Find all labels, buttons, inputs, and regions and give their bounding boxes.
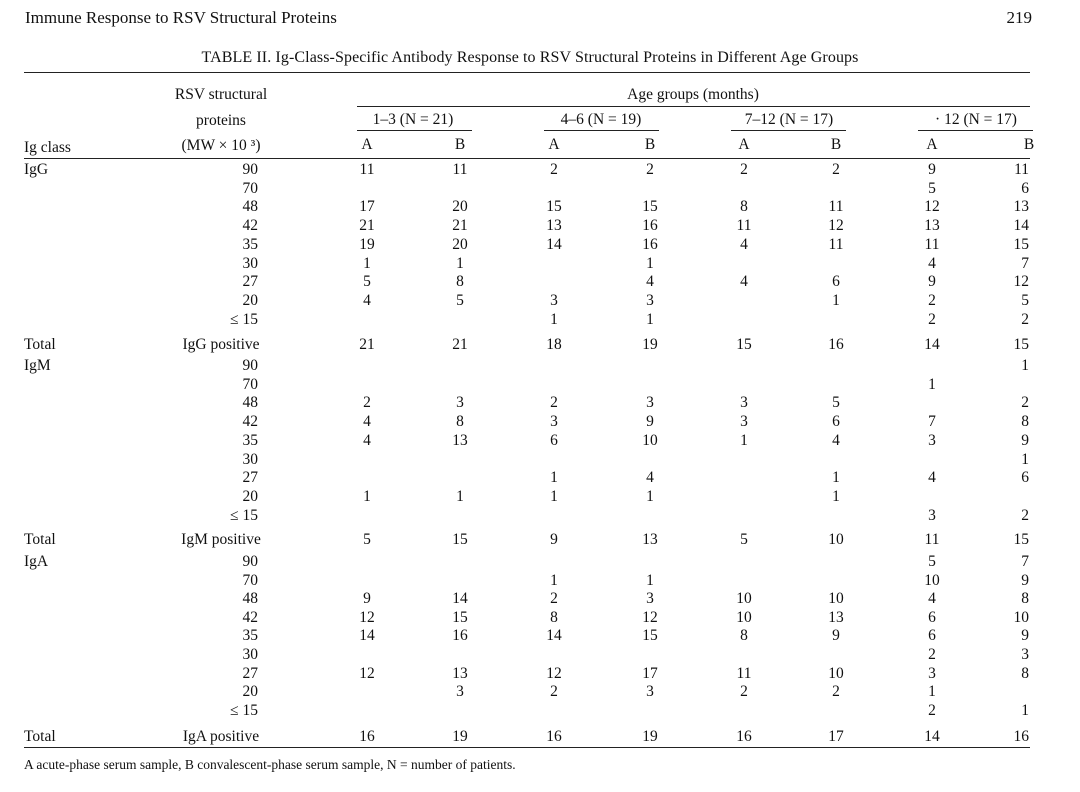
total-value-cell: 15	[1013, 531, 1029, 548]
molecular-weight-cell: 48	[242, 590, 258, 608]
value-cell: 5	[363, 273, 371, 291]
value-cell: 1	[363, 254, 371, 272]
value-cell: 2	[832, 683, 840, 701]
value-cell: 8	[550, 608, 558, 626]
value-cell: 2	[1021, 394, 1029, 412]
value-cell: 15	[642, 627, 658, 645]
value-cell: 3	[928, 506, 936, 524]
value-cell: 6	[832, 413, 840, 431]
value-cell: 16	[642, 235, 658, 253]
value-cell: 9	[363, 590, 371, 608]
value-cell: 7	[928, 413, 936, 431]
value-cell: 3	[550, 413, 558, 431]
molecular-weight-cell: 70	[242, 571, 258, 589]
total-value-cell: 15	[1013, 336, 1029, 353]
value-cell: 6	[928, 608, 936, 626]
value-cell: 10	[1013, 608, 1029, 626]
value-cell: 9	[928, 161, 936, 178]
value-cell: 11	[1014, 161, 1029, 178]
total-description: IgA positive	[182, 728, 260, 745]
value-cell: 1	[646, 254, 654, 272]
value-cell: 2	[740, 683, 748, 701]
molecular-weight-cell: 48	[242, 198, 258, 216]
value-cell: 4	[740, 235, 748, 253]
age-group-4: · 12 (N = 17)	[935, 111, 1017, 128]
value-cell: 8	[456, 273, 464, 291]
molecular-weight-cell: 35	[242, 431, 258, 449]
ig-class-label: IgM	[24, 357, 51, 374]
value-cell: 1	[456, 254, 464, 272]
value-cell: 4	[928, 469, 936, 487]
value-cell: 14	[546, 627, 562, 645]
molecular-weight-cell: 30	[242, 450, 258, 468]
ig-class-label: IgA	[24, 553, 49, 570]
value-cell: 16	[452, 627, 468, 645]
value-cell: 8	[740, 198, 748, 216]
value-cell: 6	[550, 431, 558, 449]
value-cell: 21	[359, 217, 375, 235]
running-title: Immune Response to RSV Structural Proteins	[25, 8, 337, 27]
total-value-cell: 16	[828, 336, 844, 353]
value-cell: 4	[363, 291, 371, 309]
value-cell: 20	[452, 235, 468, 253]
value-cell: 2	[550, 683, 558, 701]
value-cell: 3	[740, 413, 748, 431]
value-cell: 2	[1021, 506, 1029, 524]
total-value-cell: 21	[359, 336, 375, 353]
total-value-cell: 5	[740, 531, 748, 548]
value-cell: 4	[928, 254, 936, 272]
value-cell: 15	[452, 608, 468, 626]
value-cell: 5	[832, 394, 840, 412]
molecular-weight-cell: 90	[242, 161, 258, 178]
total-value-cell: 16	[359, 728, 375, 745]
molecular-weight-cell: 70	[242, 179, 258, 197]
molecular-weight-cell: 42	[242, 413, 258, 431]
value-cell: 1	[550, 571, 558, 589]
molecular-weight-cell: 30	[242, 646, 258, 663]
total-label: Total	[24, 728, 56, 745]
value-cell: 4	[646, 273, 654, 291]
value-cell: 3	[456, 394, 464, 412]
value-cell: 20	[452, 198, 468, 216]
value-cell: 1	[928, 375, 936, 393]
total-value-cell: 13	[642, 531, 658, 548]
molecular-weight-cell: 30	[242, 254, 258, 272]
value-cell: 2	[646, 161, 654, 178]
value-cell: 12	[642, 608, 658, 626]
value-cell: 4	[740, 273, 748, 291]
value-cell: 2	[550, 394, 558, 412]
value-cell: 11	[828, 198, 844, 216]
molecular-weight-cell: 20	[242, 291, 258, 309]
age-group-2: 4–6 (N = 19)	[560, 111, 642, 128]
value-cell: 1	[1021, 357, 1029, 374]
value-cell: 3	[1021, 646, 1029, 663]
value-cell: 12	[828, 217, 844, 235]
value-cell: 6	[1021, 179, 1029, 197]
value-cell: 12	[1013, 273, 1029, 291]
value-cell: 10	[828, 664, 844, 682]
value-cell: 13	[1013, 198, 1029, 216]
total-value-cell: 19	[642, 336, 658, 353]
value-cell: 14	[359, 627, 375, 645]
value-cell: 13	[546, 217, 562, 235]
value-cell: 2	[1021, 310, 1029, 328]
protein-header-line3: (MW × 10 ³)	[181, 137, 261, 154]
header-bottom-rule	[24, 158, 1030, 159]
value-cell: 5	[456, 291, 464, 309]
value-cell: 1	[740, 431, 748, 449]
value-cell: 11	[828, 235, 844, 253]
molecular-weight-cell: 20	[242, 487, 258, 505]
age-group-1: 1–3 (N = 21)	[372, 111, 454, 128]
molecular-weight-cell: 27	[242, 273, 258, 291]
total-label: Total	[24, 531, 56, 548]
value-cell: 4	[928, 590, 936, 608]
value-cell: 15	[1013, 235, 1029, 253]
subheader-a: A	[926, 136, 938, 153]
value-cell: 8	[1021, 413, 1029, 431]
total-value-cell: 19	[642, 728, 658, 745]
total-value-cell: 15	[452, 531, 468, 548]
molecular-weight-cell: 42	[242, 217, 258, 235]
subheader-a: A	[548, 136, 560, 153]
value-cell: 6	[928, 627, 936, 645]
value-cell: 2	[928, 701, 936, 719]
molecular-weight-cell: 35	[242, 235, 258, 253]
total-value-cell: 16	[736, 728, 752, 745]
age-group-1-rule	[357, 130, 472, 131]
protein-header-line1: RSV structural	[174, 86, 268, 103]
top-rule	[24, 72, 1030, 73]
molecular-weight-cell: 35	[242, 627, 258, 645]
total-value-cell: 18	[546, 336, 562, 353]
value-cell: 1	[646, 310, 654, 328]
total-label: Total	[24, 336, 56, 353]
value-cell: 3	[740, 394, 748, 412]
value-cell: 14	[546, 235, 562, 253]
total-value-cell: 9	[550, 531, 558, 548]
value-cell: 2	[928, 646, 936, 663]
value-cell: 13	[828, 608, 844, 626]
value-cell: 9	[646, 413, 654, 431]
total-description: IgG positive	[182, 336, 260, 353]
value-cell: 19	[359, 235, 375, 253]
subheader-b: B	[454, 136, 466, 153]
age-group-3-rule	[731, 130, 846, 131]
value-cell: 3	[456, 683, 464, 701]
value-cell: 4	[646, 469, 654, 487]
molecular-weight-cell: 90	[242, 553, 258, 570]
total-value-cell: 11	[924, 531, 940, 548]
age-groups-rule	[357, 106, 1030, 107]
value-cell: 1	[832, 469, 840, 487]
value-cell: 1	[646, 571, 654, 589]
value-cell: 3	[646, 590, 654, 608]
age-group-4-rule	[918, 130, 1033, 131]
value-cell: 10	[828, 590, 844, 608]
molecular-weight-cell: 20	[242, 683, 258, 701]
value-cell: 12	[359, 664, 375, 682]
value-cell: 1	[550, 487, 558, 505]
value-cell: 1	[550, 310, 558, 328]
molecular-weight-cell: 27	[242, 664, 258, 682]
ig-class-label: IgG	[24, 161, 49, 178]
total-value-cell: 16	[1013, 728, 1029, 745]
total-value-cell: 14	[924, 336, 940, 353]
bottom-rule	[24, 747, 1030, 748]
value-cell: 4	[832, 431, 840, 449]
value-cell: 2	[550, 590, 558, 608]
value-cell: 4	[363, 413, 371, 431]
age-group-2-rule	[544, 130, 659, 131]
subheader-b: B	[1023, 136, 1035, 153]
value-cell: 7	[1021, 254, 1029, 272]
molecular-weight-cell: 27	[242, 469, 258, 487]
value-cell: 3	[928, 664, 936, 682]
value-cell: 5	[928, 179, 936, 197]
value-cell: 16	[642, 217, 658, 235]
value-cell: 21	[452, 217, 468, 235]
age-group-3: 7–12 (N = 17)	[744, 111, 834, 128]
value-cell: 15	[546, 198, 562, 216]
total-description: IgM positive	[181, 531, 261, 548]
age-groups-header: Age groups (months)	[627, 86, 759, 103]
molecular-weight-cell: 70	[242, 375, 258, 393]
value-cell: 9	[1021, 571, 1029, 589]
subheader-a: A	[361, 136, 373, 153]
value-cell: 2	[550, 161, 558, 178]
value-cell: 13	[924, 217, 940, 235]
value-cell: 1	[646, 487, 654, 505]
value-cell: 4	[363, 431, 371, 449]
value-cell: 15	[642, 198, 658, 216]
molecular-weight-cell: ≤ 15	[230, 506, 258, 524]
value-cell: 1	[456, 487, 464, 505]
value-cell: 12	[546, 664, 562, 682]
total-value-cell: 19	[452, 728, 468, 745]
total-value-cell: 10	[828, 531, 844, 548]
value-cell: 6	[1021, 469, 1029, 487]
ig-class-header: Ig class	[24, 139, 71, 156]
value-cell: 8	[1021, 590, 1029, 608]
total-value-cell: 5	[363, 531, 371, 548]
value-cell: 11	[736, 217, 752, 235]
value-cell: 2	[363, 394, 371, 412]
value-cell: 2	[740, 161, 748, 178]
value-cell: 1	[1021, 701, 1029, 719]
molecular-weight-cell: 90	[242, 357, 258, 374]
value-cell: 11	[924, 235, 940, 253]
subheader-a: A	[738, 136, 750, 153]
value-cell: 5	[928, 553, 936, 570]
value-cell: 3	[928, 431, 936, 449]
value-cell: 9	[832, 627, 840, 645]
page-number: 219	[1006, 8, 1032, 27]
value-cell: 12	[924, 198, 940, 216]
value-cell: 5	[1021, 291, 1029, 309]
value-cell: 3	[646, 394, 654, 412]
value-cell: 3	[550, 291, 558, 309]
protein-header-line2: proteins	[196, 112, 246, 129]
value-cell: 10	[924, 571, 940, 589]
value-cell: 1	[832, 291, 840, 309]
value-cell: 3	[646, 291, 654, 309]
value-cell: 14	[452, 590, 468, 608]
value-cell: 11	[452, 161, 468, 178]
footnote: A acute-phase serum sample, B convalescent-phase serum sample, N = number of patients.	[24, 757, 516, 772]
value-cell: 3	[646, 683, 654, 701]
table-caption: TABLE II. Ig-Class-Specific Antibody Response to RSV Structural Proteins in Different Age Groups	[201, 49, 859, 66]
value-cell: 17	[642, 664, 658, 682]
value-cell: 9	[1021, 627, 1029, 645]
total-value-cell: 17	[828, 728, 844, 745]
value-cell: 17	[359, 198, 375, 216]
molecular-weight-cell: 42	[242, 608, 258, 626]
value-cell: 9	[928, 273, 936, 291]
value-cell: 12	[359, 608, 375, 626]
value-cell: 6	[832, 273, 840, 291]
value-cell: 13	[452, 664, 468, 682]
value-cell: 10	[736, 608, 752, 626]
value-cell: 10	[736, 590, 752, 608]
value-cell: 7	[1021, 553, 1029, 570]
molecular-weight-cell: ≤ 15	[230, 310, 258, 328]
value-cell: 9	[1021, 431, 1029, 449]
value-cell: 2	[928, 310, 936, 328]
value-cell: 1	[363, 487, 371, 505]
value-cell: 8	[1021, 664, 1029, 682]
value-cell: 2	[832, 161, 840, 178]
value-cell: 10	[642, 431, 658, 449]
total-value-cell: 21	[452, 336, 468, 353]
value-cell: 13	[452, 431, 468, 449]
total-value-cell: 16	[546, 728, 562, 745]
total-value-cell: 15	[736, 336, 752, 353]
value-cell: 1	[550, 469, 558, 487]
subheader-b: B	[644, 136, 656, 153]
value-cell: 14	[1013, 217, 1029, 235]
value-cell: 1	[832, 487, 840, 505]
value-cell: 1	[1021, 450, 1029, 468]
value-cell: 8	[740, 627, 748, 645]
molecular-weight-cell: 48	[242, 394, 258, 412]
value-cell: 11	[736, 664, 752, 682]
running-head	[25, 8, 1032, 28]
total-value-cell: 14	[924, 728, 940, 745]
value-cell: 8	[456, 413, 464, 431]
value-cell: 2	[928, 291, 936, 309]
molecular-weight-cell: ≤ 15	[230, 701, 258, 719]
value-cell: 1	[928, 683, 936, 701]
value-cell: 11	[359, 161, 375, 178]
subheader-b: B	[830, 136, 842, 153]
